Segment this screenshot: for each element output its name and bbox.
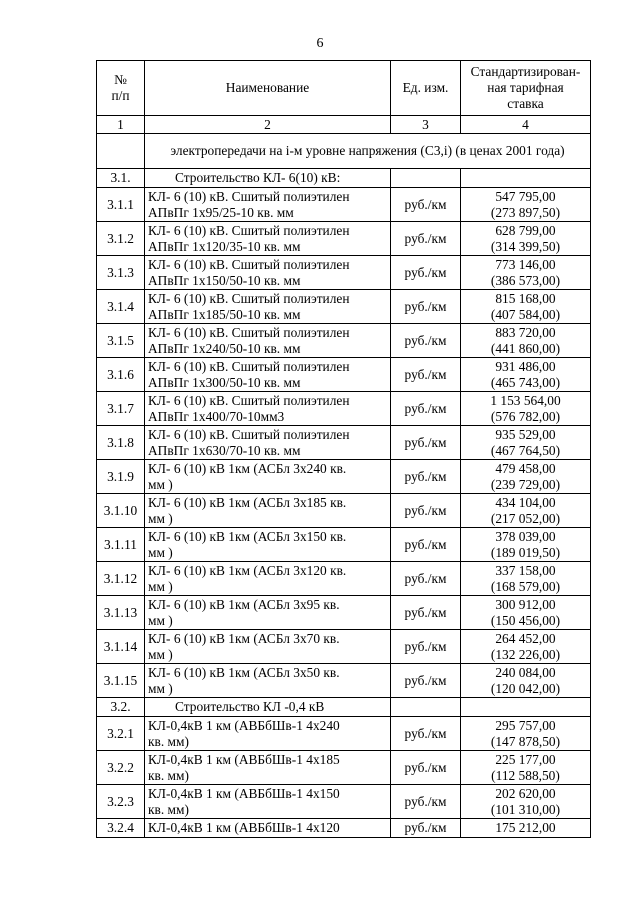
table-row	[97, 256, 591, 290]
item-unit: руб./км	[391, 188, 461, 222]
item-number: 3.1.6	[97, 358, 145, 392]
index-row	[97, 116, 591, 134]
item-number: 3.1.12	[97, 562, 145, 596]
table-row	[97, 819, 591, 838]
item-unit: руб./км	[391, 392, 461, 426]
item-number: 3.2.1	[97, 717, 145, 751]
item-rate: 883 720,00 (441 860,00)	[461, 324, 591, 358]
header-unit: Ед. изм.	[391, 61, 461, 116]
table-row	[97, 596, 591, 630]
item-unit: руб./км	[391, 222, 461, 256]
item-number: 3.1.8	[97, 426, 145, 460]
item-name: КЛ- 6 (10) кВ 1км (АСБл 3х185 кв. мм )	[145, 494, 391, 528]
table-row	[97, 392, 591, 426]
item-rate: 225 177,00 (112 588,50)	[461, 751, 591, 785]
item-rate: 434 104,00 (217 052,00)	[461, 494, 591, 528]
item-unit: руб./км	[391, 358, 461, 392]
table-body	[97, 169, 591, 838]
item-name: КЛ- 6 (10) кВ 1км (АСБл 3х150 кв. мм )	[145, 528, 391, 562]
empty-cell	[461, 169, 591, 188]
item-name: КЛ- 6 (10) кВ 1км (АСБл 3х120 кв. мм )	[145, 562, 391, 596]
item-number: 3.1.4	[97, 290, 145, 324]
item-rate: 337 158,00 (168 579,00)	[461, 562, 591, 596]
item-number: 3.1.1	[97, 188, 145, 222]
item-unit: руб./км	[391, 785, 461, 819]
section-note: электропередачи на i-м уровне напряжения (С3,i) (в ценах 2001 года)	[145, 134, 591, 169]
item-unit: руб./км	[391, 426, 461, 460]
note-empty-cell	[97, 134, 145, 169]
table-row	[97, 630, 591, 664]
table-row	[97, 222, 591, 256]
item-number: 3.2.4	[97, 819, 145, 838]
item-rate: 378 039,00 (189 019,50)	[461, 528, 591, 562]
item-number: 3.2.3	[97, 785, 145, 819]
index-cell: 1	[97, 116, 145, 134]
item-unit: руб./км	[391, 562, 461, 596]
empty-cell	[461, 698, 591, 717]
item-rate: 935 529,00 (467 764,50)	[461, 426, 591, 460]
table-row	[97, 460, 591, 494]
item-name: КЛ- 6 (10) кВ. Сшитый полиэтилен АПвПг 1х400/70-10мм3	[145, 392, 391, 426]
section-number: 3.2.	[97, 698, 145, 717]
item-name: КЛ- 6 (10) кВ. Сшитый полиэтилен АПвПг 1х240/50-10 кв. мм	[145, 324, 391, 358]
item-rate: 300 912,00 (150 456,00)	[461, 596, 591, 630]
item-unit: руб./км	[391, 717, 461, 751]
empty-cell	[391, 169, 461, 188]
item-rate: 264 452,00 (132 226,00)	[461, 630, 591, 664]
item-name: КЛ- 6 (10) кВ. Сшитый полиэтилен АПвПг 1х300/50-10 кв. мм	[145, 358, 391, 392]
item-name: КЛ-0,4кВ 1 км (АВБбШв-1 4х150 кв. мм)	[145, 785, 391, 819]
header-rate: Стандартизирован- ная тарифная ставка	[461, 61, 591, 116]
item-unit: руб./км	[391, 324, 461, 358]
table-row	[97, 324, 591, 358]
item-name: КЛ- 6 (10) кВ 1км (АСБл 3х95 кв. мм )	[145, 596, 391, 630]
table-row	[97, 664, 591, 698]
empty-cell	[391, 698, 461, 717]
header-num: № п/п	[97, 61, 145, 116]
item-unit: руб./км	[391, 460, 461, 494]
item-rate: 815 168,00 (407 584,00)	[461, 290, 591, 324]
table-row	[97, 562, 591, 596]
note-row	[97, 134, 591, 169]
item-number: 3.1.15	[97, 664, 145, 698]
item-name: КЛ- 6 (10) кВ 1км (АСБл 3х50 кв. мм )	[145, 664, 391, 698]
item-rate: 202 620,00 (101 310,00)	[461, 785, 591, 819]
item-name: КЛ- 6 (10) кВ 1км (АСБл 3х240 кв. мм )	[145, 460, 391, 494]
item-unit: руб./км	[391, 819, 461, 838]
table-row	[97, 494, 591, 528]
index-cell: 4	[461, 116, 591, 134]
item-unit: руб./км	[391, 596, 461, 630]
item-number: 3.1.2	[97, 222, 145, 256]
item-number: 3.1.14	[97, 630, 145, 664]
table-row	[97, 426, 591, 460]
index-cell: 3	[391, 116, 461, 134]
item-number: 3.1.13	[97, 596, 145, 630]
item-unit: руб./км	[391, 664, 461, 698]
item-name: КЛ-0,4кВ 1 км (АВБбШв-1 4х240 кв. мм)	[145, 717, 391, 751]
item-number: 3.1.11	[97, 528, 145, 562]
header-row	[97, 61, 591, 116]
table-row	[97, 717, 591, 751]
item-name: КЛ- 6 (10) кВ. Сшитый полиэтилен АПвПг 1х120/35-10 кв. мм	[145, 222, 391, 256]
item-number: 3.2.2	[97, 751, 145, 785]
item-name: КЛ- 6 (10) кВ 1км (АСБл 3х70 кв. мм )	[145, 630, 391, 664]
item-rate: 175 212,00	[461, 819, 591, 838]
item-rate: 773 146,00 (386 573,00)	[461, 256, 591, 290]
page-number: 6	[316, 36, 324, 51]
header-name: Наименование	[145, 61, 391, 116]
item-rate: 295 757,00 (147 878,50)	[461, 717, 591, 751]
section-row	[97, 169, 591, 188]
item-rate: 479 458,00 (239 729,00)	[461, 460, 591, 494]
item-unit: руб./км	[391, 630, 461, 664]
item-name: КЛ-0,4кВ 1 км (АВБбШв-1 4х185 кв. мм)	[145, 751, 391, 785]
tariff-table	[96, 60, 591, 838]
section-number: 3.1.	[97, 169, 145, 188]
item-rate: 1 153 564,00 (576 782,00)	[461, 392, 591, 426]
item-rate: 931 486,00 (465 743,00)	[461, 358, 591, 392]
item-number: 3.1.5	[97, 324, 145, 358]
table-row	[97, 358, 591, 392]
item-number: 3.1.3	[97, 256, 145, 290]
item-unit: руб./км	[391, 290, 461, 324]
item-unit: руб./км	[391, 751, 461, 785]
section-title: Строительство КЛ- 6(10) кВ:	[145, 169, 391, 188]
item-unit: руб./км	[391, 256, 461, 290]
item-rate: 628 799,00 (314 399,50)	[461, 222, 591, 256]
item-rate: 240 084,00 (120 042,00)	[461, 664, 591, 698]
item-name: КЛ- 6 (10) кВ. Сшитый полиэтилен АПвПг 1х95/25-10 кв. мм	[145, 188, 391, 222]
section-title: Строительство КЛ -0,4 кВ	[145, 698, 391, 717]
item-name: КЛ-0,4кВ 1 км (АВБбШв-1 4х120	[145, 819, 391, 838]
item-name: КЛ- 6 (10) кВ. Сшитый полиэтилен АПвПг 1х185/50-10 кв. мм	[145, 290, 391, 324]
item-name: КЛ- 6 (10) кВ. Сшитый полиэтилен АПвПг 1х150/50-10 кв. мм	[145, 256, 391, 290]
item-number: 3.1.7	[97, 392, 145, 426]
item-number: 3.1.10	[97, 494, 145, 528]
table-row	[97, 188, 591, 222]
table-row	[97, 785, 591, 819]
table-row	[97, 751, 591, 785]
item-number: 3.1.9	[97, 460, 145, 494]
item-name: КЛ- 6 (10) кВ. Сшитый полиэтилен АПвПг 1х630/70-10 кв. мм	[145, 426, 391, 460]
table-row	[97, 528, 591, 562]
section-row	[97, 698, 591, 717]
index-cell: 2	[145, 116, 391, 134]
item-unit: руб./км	[391, 528, 461, 562]
item-unit: руб./км	[391, 494, 461, 528]
item-rate: 547 795,00 (273 897,50)	[461, 188, 591, 222]
table-row	[97, 290, 591, 324]
